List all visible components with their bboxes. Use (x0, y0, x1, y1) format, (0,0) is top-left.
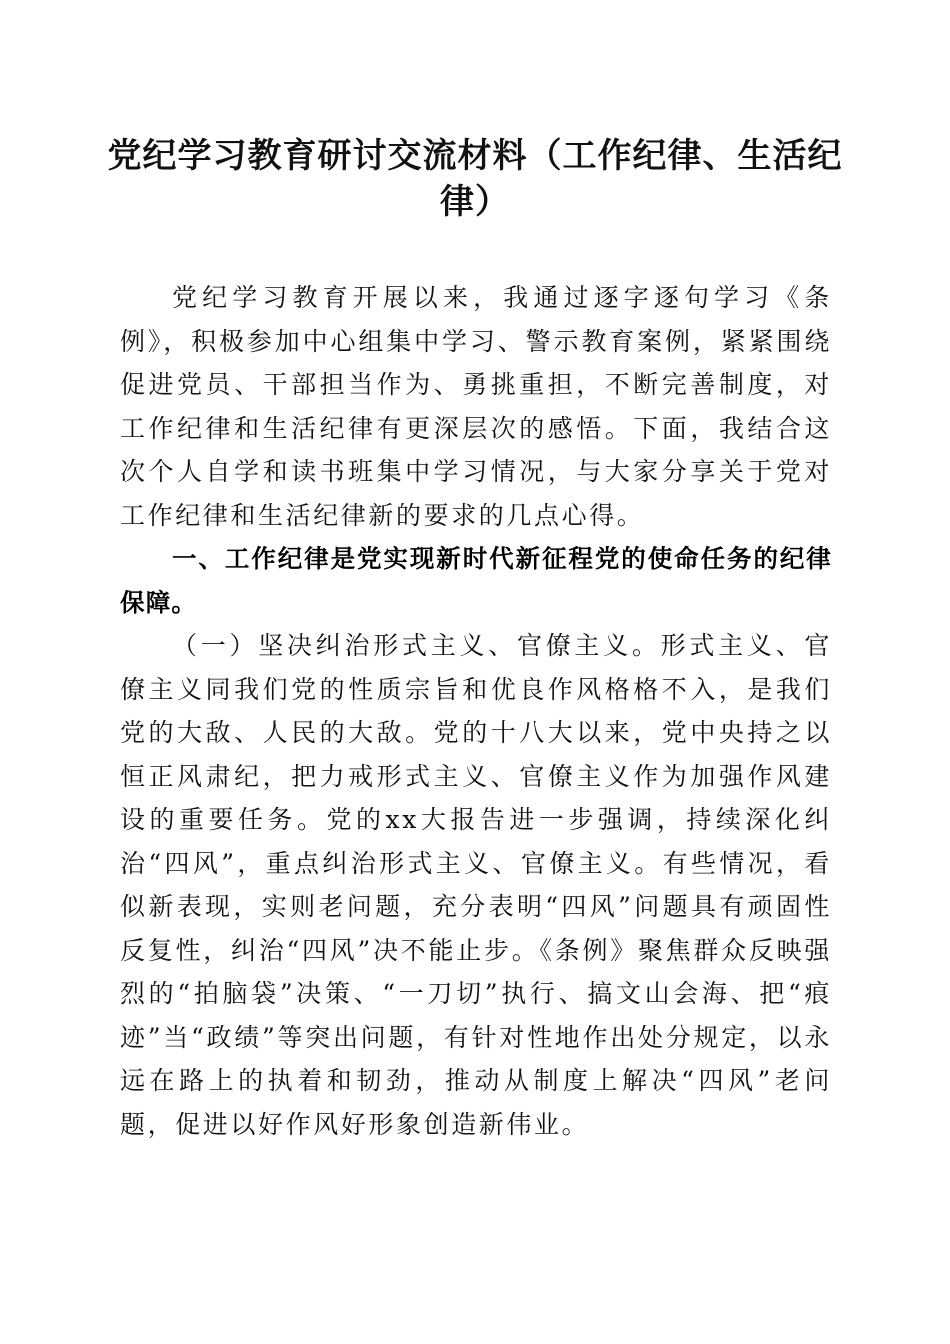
section-1-heading: 一、工作纪律是党实现新时代新征程党的使命任务的纪律保障。 (120, 544, 832, 617)
document-body (120, 276, 832, 1146)
section-1-paragraph-1: （一）坚决纠治形式主义、官僚主义。形式主义、官僚主义同我们党的性质宗旨和优良作风格格不入，是我们党的大敌、人民的大敌。党的十八大以来，党中央持之以恒正风肃纪，把力戒形式主义、官僚主义作为加强作风建设的重要任务。党的xx大报告进一步强调，持续深化纠治“四风”，重点纠治形式主义、官僚主义。有些情况，看似新表现，实则老问题，充分表明“四风”问题具有顽固性反复性，纠治“四风”决不能止步。《条例》聚焦群众反映强烈的“拍脑袋”决策、“一刀切”执行、搞文山会海、把“痕迹”当“政绩”等突出问题，有针对性地作出处分规定，以永远在路上的执着和韧劲，推动从制度上解决“四风”老问题，促进以好作风好形象创造新伟业。 (120, 631, 832, 1139)
document-title: 党纪学习教育研讨交流材料（工作纪律、生活纪律） (107, 136, 843, 222)
intro-paragraph: 党纪学习教育开展以来，我通过逐字逐句学习《条例》，积极参加中心组集中学习、警示教育案例，紧紧围绕促进党员、干部担当作为、勇挑重担，不断完善制度，对工作纪律和生活纪律有更深层次的感悟。下面，我结合这次个人自学和读书班集中学习情况，与大家分享关于党对工作纪律和生活纪律新的要求的几点心得。 (120, 283, 832, 530)
